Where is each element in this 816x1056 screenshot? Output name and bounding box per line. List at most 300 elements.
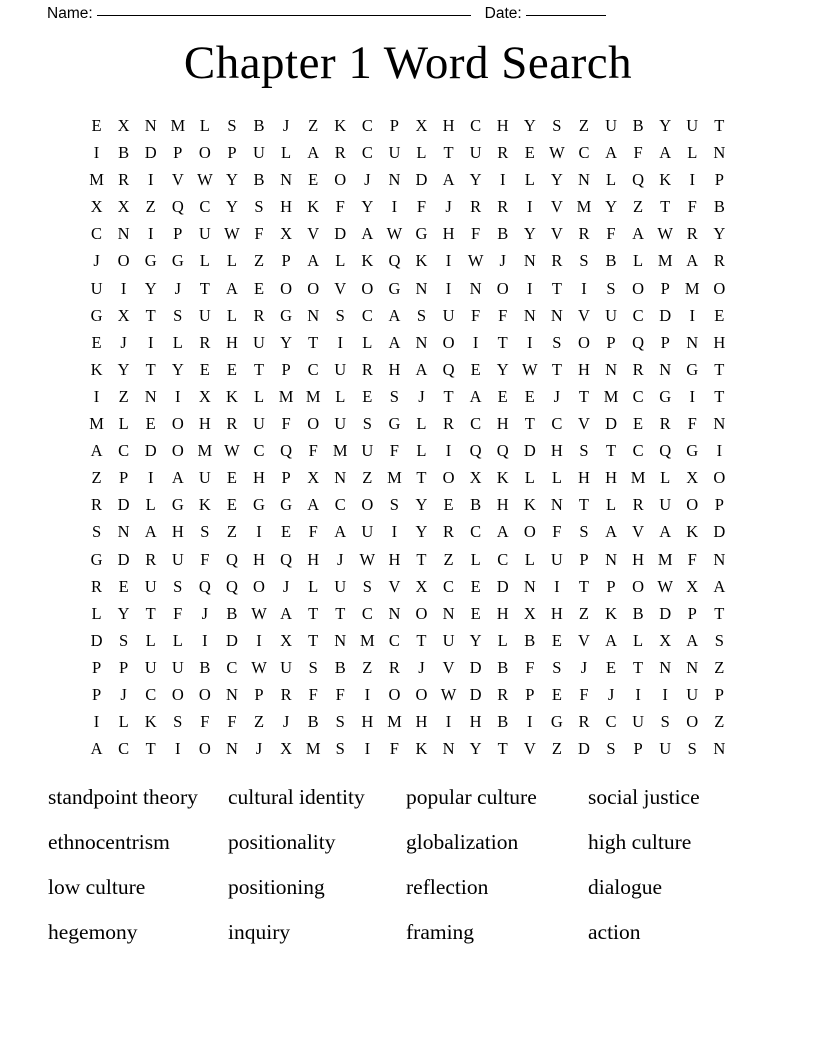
grid-cell[interactable]: I <box>364 739 371 759</box>
grid-cell[interactable]: O <box>577 332 590 352</box>
grid-cell[interactable]: Y <box>225 197 238 217</box>
grid-cell[interactable]: N <box>523 305 536 325</box>
word-list-item[interactable]: cultural identity <box>228 785 365 809</box>
grid-cell[interactable]: N <box>713 414 726 434</box>
grid-cell[interactable]: Q <box>442 359 455 379</box>
grid-cell[interactable]: R <box>443 522 455 542</box>
grid-cell[interactable]: O <box>442 468 455 488</box>
grid-cell[interactable]: Z <box>633 197 644 217</box>
grid-cell[interactable]: U <box>198 305 211 325</box>
grid-cell[interactable]: W <box>549 143 565 163</box>
grid-cell[interactable]: D <box>144 441 157 461</box>
grid-cell[interactable]: C <box>145 684 157 704</box>
grid-cell[interactable]: L <box>497 630 508 650</box>
grid-cell[interactable]: E <box>91 332 102 352</box>
grid-cell[interactable]: D <box>659 603 672 623</box>
grid-cell[interactable]: V <box>334 278 347 298</box>
grid-cell[interactable]: H <box>550 603 563 623</box>
grid-cell[interactable]: N <box>713 739 726 759</box>
grid-cell[interactable]: S <box>254 197 264 217</box>
word-list-item[interactable]: dialogue <box>588 875 663 899</box>
grid-cell[interactable]: S <box>660 712 670 732</box>
grid-cell[interactable]: O <box>496 278 509 298</box>
grid-cell[interactable]: X <box>198 386 211 406</box>
grid-cell[interactable]: C <box>361 116 373 135</box>
grid-cell[interactable]: L <box>416 414 427 434</box>
grid-cell[interactable]: E <box>524 386 535 406</box>
word-search-grid[interactable] <box>83 112 733 762</box>
grid-cell[interactable]: U <box>253 414 265 434</box>
grid-cell[interactable]: M <box>387 712 402 732</box>
grid-cell[interactable]: H <box>550 441 563 461</box>
grid-cell[interactable]: H <box>632 549 645 569</box>
grid-cell[interactable]: D <box>659 305 672 325</box>
grid-cell[interactable]: W <box>251 603 267 623</box>
grid-cell[interactable]: D <box>225 630 238 650</box>
grid-cell[interactable]: J <box>282 712 290 732</box>
grid-cell[interactable]: D <box>117 549 130 569</box>
grid-cell[interactable]: P <box>606 576 616 596</box>
grid-cell[interactable]: Q <box>225 549 238 569</box>
grid-cell[interactable]: K <box>307 197 320 217</box>
grid-cell[interactable]: H <box>577 359 590 379</box>
grid-cell[interactable]: E <box>145 414 156 434</box>
grid-cell[interactable]: P <box>227 143 237 163</box>
grid-cell[interactable]: G <box>388 414 401 434</box>
grid-cell[interactable]: A <box>415 359 428 379</box>
grid-cell[interactable]: T <box>145 305 156 325</box>
grid-cell[interactable]: E <box>633 414 644 434</box>
grid-cell[interactable]: N <box>144 386 157 406</box>
grid-cell[interactable]: L <box>524 549 535 569</box>
grid-cell[interactable]: R <box>497 684 509 704</box>
grid-cell[interactable]: H <box>469 712 482 732</box>
grid-cell[interactable]: G <box>90 305 103 325</box>
grid-cell[interactable]: N <box>117 522 130 542</box>
grid-cell[interactable]: J <box>607 684 615 704</box>
grid-cell[interactable]: M <box>332 441 348 461</box>
grid-cell[interactable]: L <box>687 143 698 163</box>
grid-cell[interactable]: H <box>577 468 590 488</box>
grid-cell[interactable]: J <box>120 332 127 352</box>
grid-cell[interactable]: V <box>632 522 645 542</box>
grid-cell[interactable]: I <box>445 441 452 461</box>
grid-cell[interactable]: T <box>551 278 562 298</box>
grid-cell[interactable]: P <box>525 684 535 704</box>
grid-cell[interactable]: P <box>606 332 616 352</box>
grid-cell[interactable]: S <box>579 441 589 461</box>
grid-cell[interactable]: T <box>253 359 265 379</box>
grid-cell[interactable]: S <box>552 116 562 135</box>
grid-cell[interactable]: F <box>200 549 210 569</box>
grid-cell[interactable]: O <box>307 414 320 434</box>
grid-cell[interactable]: B <box>470 495 482 515</box>
grid-cell[interactable]: J <box>201 603 209 623</box>
grid-cell[interactable]: I <box>391 197 398 217</box>
grid-cell[interactable]: E <box>714 305 725 325</box>
grid-cell[interactable]: I <box>499 170 506 190</box>
grid-cell[interactable]: C <box>605 712 617 732</box>
grid-cell[interactable]: I <box>364 684 371 704</box>
grid-cell[interactable]: N <box>415 278 428 298</box>
date-write-in-line[interactable] <box>526 15 606 16</box>
grid-cell[interactable]: I <box>689 305 695 325</box>
grid-cell[interactable]: Z <box>714 657 725 677</box>
grid-cell[interactable]: E <box>470 576 481 596</box>
grid-cell[interactable]: O <box>307 278 320 298</box>
grid-cell[interactable]: X <box>415 576 428 596</box>
grid-cell[interactable]: M <box>278 386 294 406</box>
grid-cell[interactable]: O <box>198 739 211 759</box>
grid-cell[interactable]: H <box>253 549 265 569</box>
word-list-item[interactable]: hegemony <box>48 920 138 944</box>
grid-cell[interactable]: L <box>605 495 617 515</box>
grid-cell[interactable]: I <box>175 386 181 406</box>
grid-cell[interactable]: E <box>443 495 454 515</box>
grid-cell[interactable]: U <box>469 143 482 163</box>
grid-cell[interactable]: O <box>686 495 699 515</box>
grid-cell[interactable]: U <box>198 224 211 244</box>
grid-cell[interactable]: I <box>256 522 262 542</box>
grid-cell[interactable]: W <box>440 684 457 704</box>
grid-cell[interactable]: T <box>714 359 725 379</box>
grid-cell[interactable]: C <box>632 441 644 461</box>
grid-cell[interactable]: J <box>445 197 452 217</box>
grid-cell[interactable]: S <box>389 386 399 406</box>
grid-cell[interactable]: Y <box>117 359 130 379</box>
grid-cell[interactable]: T <box>578 495 589 515</box>
word-list-item[interactable]: standpoint theory <box>48 785 198 809</box>
grid-cell[interactable]: T <box>578 576 589 596</box>
grid-cell[interactable]: U <box>659 739 672 759</box>
grid-cell[interactable]: L <box>281 143 292 163</box>
grid-cell[interactable]: Y <box>225 170 238 190</box>
grid-cell[interactable]: Z <box>578 116 589 135</box>
grid-cell[interactable]: L <box>199 251 210 271</box>
grid-cell[interactable]: L <box>91 603 102 623</box>
grid-cell[interactable]: N <box>659 359 672 379</box>
grid-cell[interactable]: S <box>227 116 237 135</box>
grid-cell[interactable]: J <box>499 251 506 271</box>
grid-cell[interactable]: Q <box>280 441 293 461</box>
grid-cell[interactable]: T <box>416 468 427 488</box>
grid-cell[interactable]: R <box>226 414 238 434</box>
grid-cell[interactable]: S <box>579 522 589 542</box>
grid-cell[interactable]: A <box>388 305 401 325</box>
grid-cell[interactable]: U <box>686 684 699 704</box>
grid-cell[interactable]: G <box>171 495 184 515</box>
grid-cell[interactable]: X <box>117 305 130 325</box>
grid-cell[interactable]: S <box>552 657 562 677</box>
grid-cell[interactable]: N <box>469 278 482 298</box>
name-write-in-line[interactable] <box>97 15 471 16</box>
grid-cell[interactable]: T <box>416 549 427 569</box>
grid-cell[interactable]: R <box>118 170 130 190</box>
grid-cell[interactable]: I <box>662 684 668 704</box>
grid-cell[interactable]: C <box>497 549 509 569</box>
grid-cell[interactable]: R <box>280 684 292 704</box>
grid-cell[interactable]: A <box>469 386 482 406</box>
grid-cell[interactable]: X <box>686 468 699 488</box>
grid-cell[interactable]: A <box>496 522 509 542</box>
grid-cell[interactable]: Z <box>578 603 589 623</box>
grid-cell[interactable]: J <box>174 278 181 298</box>
grid-cell[interactable]: J <box>282 576 290 596</box>
grid-cell[interactable]: J <box>337 549 344 569</box>
grid-cell[interactable]: I <box>689 170 695 190</box>
grid-cell[interactable]: U <box>550 549 563 569</box>
grid-cell[interactable]: M <box>684 278 700 298</box>
grid-cell[interactable]: K <box>523 495 536 515</box>
grid-cell[interactable]: F <box>579 684 589 704</box>
grid-cell[interactable]: R <box>659 414 671 434</box>
grid-cell[interactable]: F <box>227 712 237 732</box>
grid-cell[interactable]: E <box>226 468 237 488</box>
grid-cell[interactable]: F <box>552 522 562 542</box>
grid-cell[interactable]: O <box>713 278 726 298</box>
grid-cell[interactable]: S <box>200 522 210 542</box>
grid-cell[interactable]: N <box>225 684 238 704</box>
grid-cell[interactable]: P <box>714 495 724 515</box>
grid-cell[interactable]: R <box>145 549 157 569</box>
grid-cell[interactable]: D <box>523 441 536 461</box>
grid-cell[interactable]: P <box>281 359 291 379</box>
grid-cell[interactable]: L <box>470 549 481 569</box>
grid-cell[interactable]: H <box>171 522 184 542</box>
grid-cell[interactable]: G <box>90 549 103 569</box>
grid-cell[interactable]: C <box>470 116 482 135</box>
grid-cell[interactable]: K <box>496 468 509 488</box>
grid-cell[interactable]: S <box>362 414 372 434</box>
grid-cell[interactable]: J <box>364 170 371 190</box>
grid-cell[interactable]: O <box>117 251 130 271</box>
grid-cell[interactable]: C <box>470 414 482 434</box>
grid-cell[interactable]: D <box>496 576 509 596</box>
grid-cell[interactable]: K <box>225 386 238 406</box>
grid-cell[interactable]: P <box>119 468 129 488</box>
grid-cell[interactable]: O <box>415 603 428 623</box>
grid-cell[interactable]: U <box>632 712 645 732</box>
grid-cell[interactable]: D <box>713 522 726 542</box>
grid-cell[interactable]: P <box>389 116 399 135</box>
grid-cell[interactable]: P <box>173 143 183 163</box>
grid-cell[interactable]: Q <box>280 549 293 569</box>
grid-cell[interactable]: I <box>527 712 533 732</box>
grid-cell[interactable]: S <box>119 630 129 650</box>
grid-cell[interactable]: H <box>496 414 509 434</box>
grid-cell[interactable]: D <box>334 224 347 244</box>
grid-cell[interactable]: H <box>388 549 401 569</box>
grid-cell[interactable]: N <box>334 630 347 650</box>
grid-cell[interactable]: E <box>91 116 102 135</box>
grid-cell[interactable]: C <box>632 386 644 406</box>
grid-cell[interactable]: Z <box>118 386 129 406</box>
grid-cell[interactable]: S <box>606 739 616 759</box>
grid-cell[interactable]: Y <box>280 332 293 352</box>
grid-cell[interactable]: L <box>335 386 346 406</box>
grid-cell[interactable]: G <box>659 386 672 406</box>
grid-cell[interactable]: G <box>388 278 401 298</box>
grid-cell[interactable]: O <box>523 522 536 542</box>
grid-cell[interactable]: E <box>551 684 562 704</box>
grid-cell[interactable]: L <box>524 170 535 190</box>
grid-cell[interactable]: N <box>550 305 563 325</box>
grid-cell[interactable]: Q <box>225 576 238 596</box>
grid-cell[interactable]: U <box>442 305 455 325</box>
grid-cell[interactable]: C <box>388 630 400 650</box>
grid-cell[interactable]: Z <box>226 522 237 542</box>
grid-cell[interactable]: L <box>633 251 644 271</box>
grid-cell[interactable]: L <box>226 305 237 325</box>
grid-cell[interactable]: S <box>173 576 183 596</box>
grid-cell[interactable]: A <box>659 143 672 163</box>
grid-cell[interactable]: H <box>198 414 211 434</box>
grid-cell[interactable]: Q <box>659 441 672 461</box>
word-list-item[interactable]: social justice <box>588 785 700 809</box>
grid-cell[interactable]: H <box>415 712 428 732</box>
grid-cell[interactable]: N <box>225 739 238 759</box>
grid-cell[interactable]: L <box>118 712 129 732</box>
grid-cell[interactable]: N <box>659 657 672 677</box>
grid-cell[interactable]: H <box>361 712 374 732</box>
grid-cell[interactable]: R <box>497 143 509 163</box>
grid-cell[interactable]: Y <box>523 224 536 244</box>
grid-cell[interactable]: Z <box>253 251 265 271</box>
grid-cell[interactable]: P <box>714 170 724 190</box>
grid-cell[interactable]: X <box>117 197 130 217</box>
grid-cell[interactable]: F <box>308 684 318 704</box>
grid-cell[interactable]: T <box>551 359 562 379</box>
grid-cell[interactable]: E <box>253 278 265 298</box>
grid-cell[interactable]: V <box>388 576 401 596</box>
grid-cell[interactable]: Z <box>362 468 373 488</box>
grid-cell[interactable]: O <box>686 712 699 732</box>
word-list-item[interactable]: inquiry <box>228 920 291 944</box>
grid-cell[interactable]: L <box>253 386 265 406</box>
grid-cell[interactable]: L <box>226 251 237 271</box>
grid-cell[interactable]: G <box>280 305 293 325</box>
grid-cell[interactable]: K <box>198 495 211 515</box>
grid-cell[interactable]: E <box>605 657 617 677</box>
grid-cell[interactable]: U <box>90 278 103 298</box>
grid-cell[interactable]: P <box>91 684 102 704</box>
grid-cell[interactable]: W <box>657 224 673 244</box>
grid-cell[interactable]: U <box>605 305 617 325</box>
grid-cell[interactable]: X <box>90 197 103 217</box>
grid-cell[interactable]: T <box>605 441 617 461</box>
grid-cell[interactable]: N <box>713 549 726 569</box>
grid-cell[interactable]: U <box>144 657 157 677</box>
grid-cell[interactable]: Q <box>171 197 184 217</box>
grid-cell[interactable]: C <box>443 576 455 596</box>
grid-cell[interactable]: O <box>713 468 726 488</box>
grid-cell[interactable]: Z <box>443 549 454 569</box>
grid-cell[interactable]: U <box>334 414 347 434</box>
grid-cell[interactable]: E <box>226 359 237 379</box>
grid-cell[interactable]: Q <box>388 251 401 271</box>
grid-cell[interactable]: T <box>714 116 725 135</box>
grid-cell[interactable]: V <box>577 630 590 650</box>
grid-cell[interactable]: L <box>660 468 671 488</box>
grid-cell[interactable]: T <box>660 197 671 217</box>
grid-cell[interactable]: E <box>551 630 562 650</box>
grid-cell[interactable]: N <box>686 332 699 352</box>
grid-cell[interactable]: S <box>552 332 562 352</box>
grid-cell[interactable]: U <box>171 657 184 677</box>
grid-cell[interactable]: B <box>307 712 319 732</box>
grid-cell[interactable]: T <box>335 603 346 623</box>
grid-cell[interactable]: Z <box>91 468 102 488</box>
grid-cell[interactable]: F <box>335 197 345 217</box>
grid-cell[interactable]: I <box>93 143 100 163</box>
grid-cell[interactable]: K <box>659 170 672 190</box>
grid-cell[interactable]: B <box>713 197 725 217</box>
grid-cell[interactable]: Q <box>496 441 509 461</box>
grid-cell[interactable]: R <box>91 576 103 596</box>
grid-cell[interactable]: M <box>89 170 104 190</box>
grid-cell[interactable]: S <box>173 712 183 732</box>
grid-cell[interactable]: O <box>171 414 184 434</box>
grid-cell[interactable]: U <box>253 332 265 352</box>
grid-cell[interactable]: J <box>120 684 127 704</box>
word-list-item[interactable]: reflection <box>406 875 489 899</box>
grid-cell[interactable]: E <box>308 170 319 190</box>
grid-cell[interactable]: N <box>686 657 699 677</box>
grid-cell[interactable]: T <box>497 332 508 352</box>
grid-cell[interactable]: D <box>415 170 428 190</box>
grid-cell[interactable]: B <box>199 657 211 677</box>
grid-cell[interactable]: I <box>175 739 181 759</box>
grid-cell[interactable]: O <box>388 684 401 704</box>
grid-cell[interactable]: I <box>716 441 723 461</box>
grid-cell[interactable]: R <box>497 197 509 217</box>
grid-cell[interactable]: F <box>687 549 697 569</box>
grid-cell[interactable]: O <box>632 278 645 298</box>
grid-cell[interactable]: B <box>253 116 265 135</box>
grid-cell[interactable]: R <box>443 414 455 434</box>
grid-cell[interactable]: S <box>389 495 399 515</box>
grid-cell[interactable]: P <box>254 684 264 704</box>
grid-cell[interactable]: R <box>551 251 563 271</box>
grid-cell[interactable]: G <box>686 359 699 379</box>
grid-cell[interactable]: F <box>281 414 291 434</box>
grid-cell[interactable]: L <box>335 251 346 271</box>
grid-cell[interactable]: W <box>467 251 484 271</box>
grid-cell[interactable]: I <box>147 170 154 190</box>
word-list-item[interactable]: positioning <box>228 875 325 899</box>
grid-cell[interactable]: J <box>580 657 588 677</box>
grid-cell[interactable]: P <box>660 332 670 352</box>
grid-cell[interactable]: C <box>226 657 238 677</box>
grid-cell[interactable]: Y <box>469 170 482 190</box>
grid-cell[interactable]: S <box>173 305 183 325</box>
grid-cell[interactable]: Y <box>605 197 617 217</box>
grid-cell[interactable]: I <box>527 197 533 217</box>
grid-cell[interactable]: A <box>686 630 699 650</box>
grid-cell[interactable]: H <box>713 332 726 352</box>
grid-cell[interactable]: N <box>713 143 726 163</box>
grid-cell[interactable]: T <box>145 739 156 759</box>
grid-cell[interactable]: F <box>471 305 481 325</box>
grid-cell[interactable]: P <box>281 468 291 488</box>
grid-cell[interactable]: Y <box>550 170 563 190</box>
grid-cell[interactable]: T <box>443 143 454 163</box>
grid-cell[interactable]: D <box>605 414 617 434</box>
grid-cell[interactable]: I <box>445 712 452 732</box>
grid-cell[interactable]: M <box>89 414 104 434</box>
grid-cell[interactable]: J <box>418 657 425 677</box>
grid-cell[interactable]: I <box>93 386 100 406</box>
